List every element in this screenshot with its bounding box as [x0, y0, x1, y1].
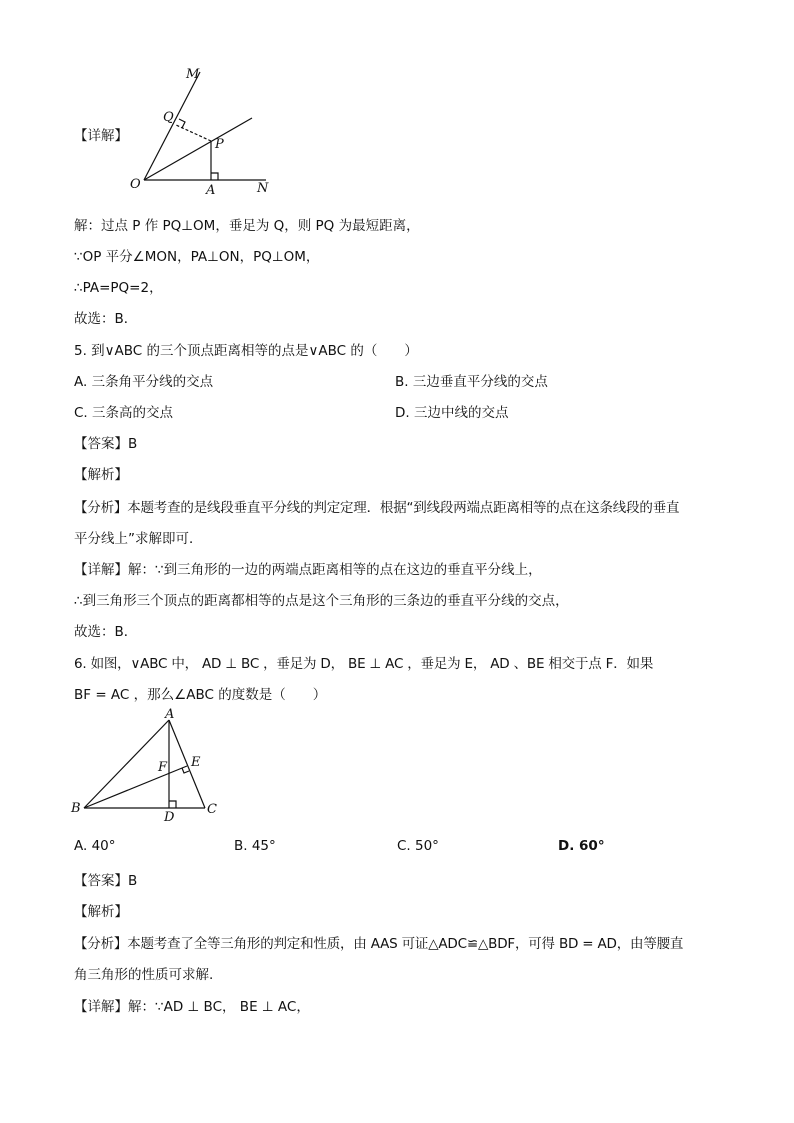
q6-analysis: 【解析】 [74, 904, 128, 920]
q4-solution-line3: ∴PA=PQ=2， [74, 280, 163, 296]
label-p: P [215, 137, 224, 152]
q6-stem-line2: BF = AC ，那么∠ABC 的度数是（ ） [74, 687, 327, 703]
q6-option-d: D. 60° [558, 838, 605, 854]
segment-pq-dashed [176, 125, 211, 141]
q5-stem: 5. 到∨ABC 的三个顶点距离相等的点是∨ABC 的（ ） [74, 343, 418, 359]
label-c: C [207, 802, 217, 817]
q5-choose: 故选：B． [74, 624, 138, 640]
right-angle-mark-d [169, 801, 176, 808]
label-a: A [165, 708, 175, 722]
q6-option-a: A. 40° [74, 838, 116, 854]
label-m: M [186, 67, 200, 82]
label-o: O [130, 177, 141, 192]
label-e: E [191, 755, 201, 770]
q5-option-b: B. 三边垂直平分线的交点 [395, 374, 548, 390]
q5-option-a: A. 三条角平分线的交点 [74, 374, 214, 390]
q5-analysis: 【解析】 [74, 467, 128, 483]
q6-option-c: C. 50° [397, 838, 439, 854]
q5-fenxi-line1: 【分析】本题考查的是线段垂直平分线的判定定理．根据“到线段两端点距离相等的点在这条线段的垂直 [74, 500, 680, 516]
side-ab [84, 720, 169, 808]
q5-option-d: D. 三边中线的交点 [395, 405, 509, 421]
q5-option-c: C. 三条高的交点 [74, 405, 174, 421]
label-d: D [164, 810, 175, 825]
q6-option-b: B. 45° [234, 838, 276, 854]
q6-stem-line1: 6. 如图，∨ABC 中， AD ⊥ BC ，垂足为 D， BE ⊥ AC ，垂足为 E， AD 、BE 相交于点 F．如果 [74, 656, 654, 672]
q4-solution-line1: 解：过点 P 作 PQ⊥OM，垂足为 Q，则 PQ 为最短距离， [74, 218, 420, 234]
q5-detail-line1: 【详解】解：∵到三角形的一边的两端点距离相等的点在这边的垂直平分线上， [74, 562, 542, 578]
detail-tag: 【详解】 [74, 128, 128, 144]
label-a: A [206, 183, 216, 198]
label-f: F [158, 760, 168, 775]
triangle-figure [66, 708, 236, 828]
angle-bisector-figure [120, 62, 280, 202]
q6-answer: 【答案】B [74, 873, 138, 889]
label-n: N [257, 181, 269, 196]
right-angle-mark-q [179, 119, 185, 128]
altitude-be [84, 766, 187, 808]
q4-solution-line2: ∵OP 平分∠MON，PA⊥ON，PQ⊥OM， [74, 249, 320, 265]
q6-detail-line1: 【详解】解：∵AD ⊥ BC， BE ⊥ AC， [74, 999, 310, 1015]
q5-fenxi-line2: 平分线上”求解即可． [74, 531, 203, 547]
q6-fenxi-line2: 角三角形的性质可求解. [74, 967, 214, 983]
right-angle-mark-e [182, 768, 189, 773]
q5-answer: 【答案】B [74, 436, 138, 452]
label-q: Q [163, 110, 174, 125]
q4-choose: 故选：B． [74, 311, 138, 327]
q6-fenxi-line1: 【分析】本题考查了全等三角形的判定和性质，由 AAS 可证△ADC≌△BDF，可得 BD = AD，由等腰直 [74, 936, 684, 952]
q5-detail-line2: ∴到三角形三个顶点的距离都相等的点是这个三角形的三条边的垂直平分线的交点， [74, 593, 569, 609]
label-b: B [71, 801, 81, 816]
right-angle-mark-a [211, 173, 218, 180]
